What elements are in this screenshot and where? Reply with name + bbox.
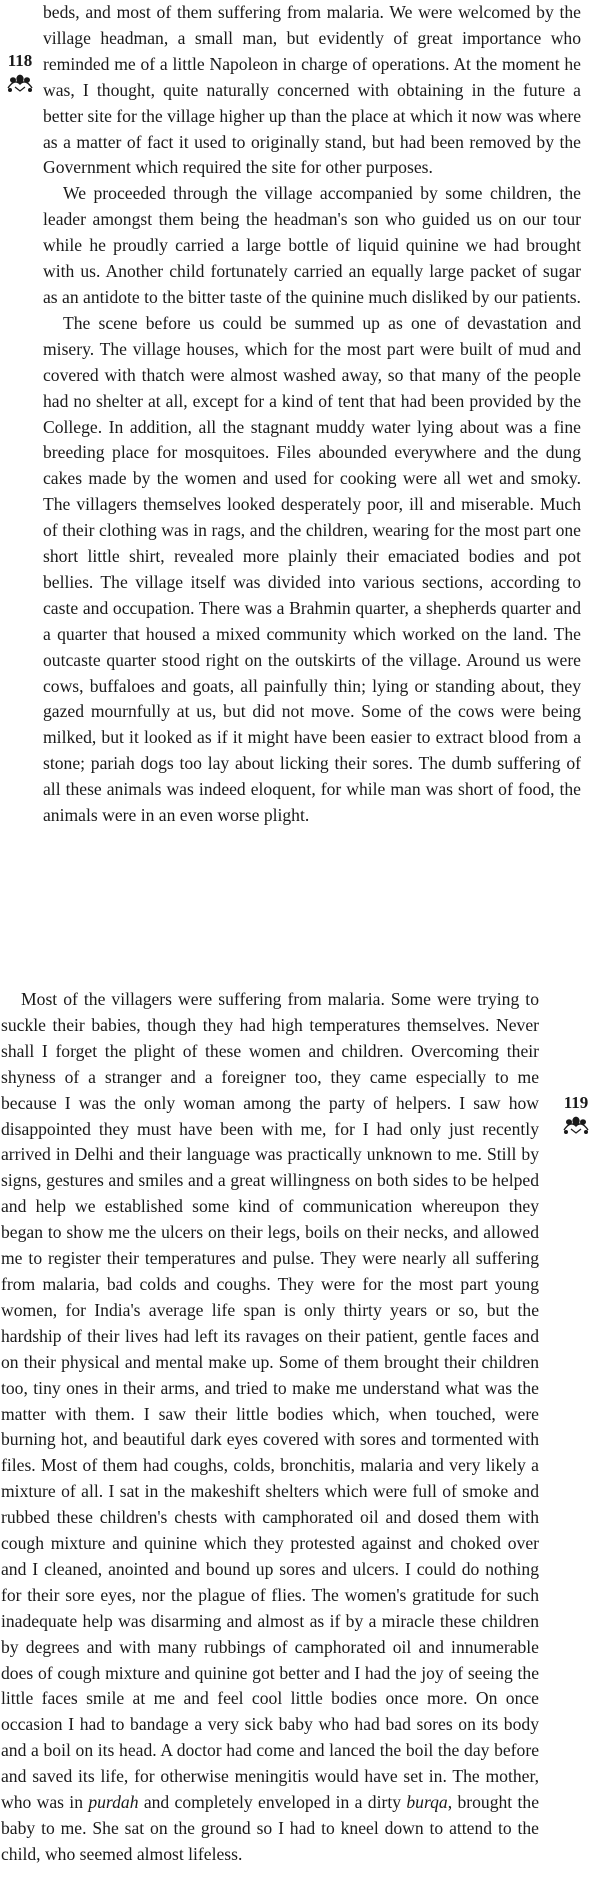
- paragraph-text: , brought the baby to me. She sat on the ground so I had to kneel down to attend to the child, who seemed almost lifeless.: [1, 1792, 539, 1864]
- left-page-marker: [0, 51, 40, 93]
- paragraph: The scene before us could be summed up as one of devastation and misery. The village houses, which for the most part were built of mud and covered with thatch were almost washed away, so that many of the people had no shelter at all, except for a kind of tent that had been provided by the College. In addition, all the stagnant muddy water lying about was a fine breeding place for mosquitoes. Files abounded everywhere and the dung cakes made by the women and used for cooking were all wet and smoky. The villagers themselves looked desperately poor, ill and miserable. Much of their clothing was in rags, and the children, wearing for the most part one short little shirt, revealed more plainly their emaciated bodies and pot bellies. The village itself was divided into various sections, according to caste and occupation. There was a Brahmin quarter, a shepherds quarter and a quarter that housed a mixed community which worked on the land. The outcaste quarter stood right on the outskirts of the village. Around us were cows, buffaloes and goats, all painfully thin; lying or standing about, they gazed mournfully at us, but did not move. Some of the cows were being milked, but it looked as if it might have been easier to extract blood from a stone; pariah dogs too lay about licking their sores. The dumb suffering of all these animals was indeed eloquent, for while man was short of food, the animals were in an even worse plight.: [43, 312, 581, 826]
- paragraph-text: and completely enveloped in a dirty: [138, 1792, 407, 1813]
- paragraph-text: Most of the villagers were suffering from malaria. Some were trying to suckle their babies, though they had high temperatures themselves. Never shall I forget the plight of these women and children. Overcoming their shyness of a stranger and a foreigner too, they came especially to me because I was the only woman among the party of helpers. I saw how disappointed they must have been with me, for I had only just recently arrived in Delhi and their language was practically unknown to me. Still by signs, gestures and smiles and a great willingness on both sides to be helped and help we established some kind of communication whereupon they began to show me the ulcers on their legs, boils on their necks, and allowed me to register their temperatures and pulse. They were nearly all suffering from malaria, bad colds and coughs. They were for the most part young women, for India's average life span is only thirty years or so, but the hardship of their lives had left its ravages on their patient, gentle faces and on their physical and mental make up. Some of them brought their children too, tiny ones in their arms, and tried to make me understand what was the matter with them. I saw their little bodies which, when touched, were burning hot, and beautiful dark eyes covered with sores and tormented with files. Most of them had coughs, colds, bronchitis, malaria and very likely a mixture of all. I sat in the makeshift shelters which were full of smoke and rubbed these children's chests with camphorated oil and dosed them with cough mixture and quinine which they protested against and choked over and I cleaned, anointed and bound up sores and ulcers. I could do nothing for their sore eyes, nor the plague of flies. The women's gratitude for such inadequate help was disarming and almost as if by a miracle these children by degrees and with many rubbings of camphorated oil and innumerable does of cough mixture and quinine got better and I had the joy of seeing the little faces smile at me and feel cool little bodies once more. On once occasion I had to bandage a very sick baby who had bad sores on its body and a boil on its head. A doctor had come and lanced the boil the day before and saved its life, for otherwise meningitis would have set in. The mother, who was in: [1, 989, 539, 1813]
- page-number-right: 119: [563, 1093, 589, 1112]
- paragraph: We proceeded through the village accompanied by some children, the leader amongst them being the headman's son who guided us on our tour while he proudly carried a large bottle of liquid quinine we had brought with us. Another child fortunately carried an equally large packet of sugar as an antidote to the bitter taste of the quinine much disliked by our patients.: [43, 183, 581, 307]
- paragraph: beds, and most of them suffering from malaria. We were welcomed by the village headman, a small man, but evidently of great importance who reminded me of a little Napoleon in charge of operations. At the moment he was, I thought, quite naturally concerned with obtaining in the future a better site for the village higher up than the place at which it now was where as a matter of fact it used to originally stand, but had been removed by the Government which required the site for other purposes.: [43, 2, 581, 178]
- right-page-marker: [556, 1093, 596, 1135]
- page-number-left: 118: [7, 51, 33, 70]
- paragraph: [1, 987, 539, 1868]
- top-text-block: [43, 0, 581, 829]
- bottom-text-block: [1, 987, 539, 1868]
- floral-ornament-icon: [561, 1115, 591, 1135]
- italic-term-purdah: purdah: [88, 1792, 139, 1813]
- floral-ornament-icon: [5, 73, 35, 93]
- italic-term-burqa: burqa: [406, 1792, 448, 1813]
